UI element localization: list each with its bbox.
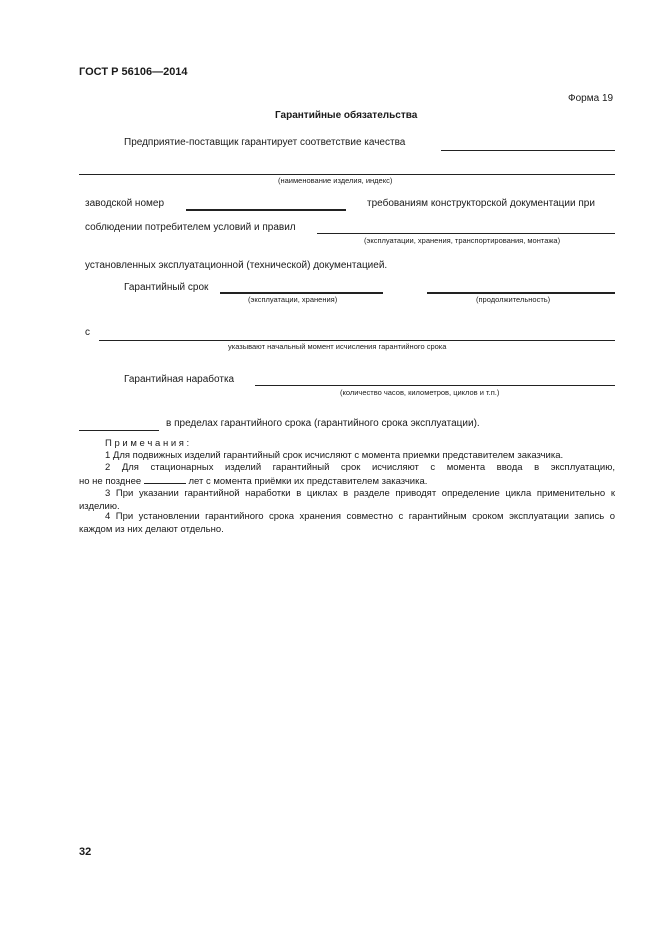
caption-duration: (продолжительность) — [476, 295, 551, 304]
caption-product: (наименование изделия, индекс) — [278, 176, 393, 185]
requirements-text: требованиям конструкторской документации при — [367, 198, 595, 209]
serial-label: заводской номер — [85, 198, 165, 209]
notes-heading-row — [79, 438, 615, 451]
blank-line-product[interactable] — [79, 174, 615, 175]
standard-code: ГОСТ Р 56106—2014 — [79, 66, 188, 78]
note-1 — [79, 450, 615, 463]
note-2a — [79, 462, 615, 475]
within-text: в пределах гарантийного срока (гарантийного срока эксплуатации). — [166, 418, 480, 429]
blank-line-duration[interactable] — [427, 292, 615, 294]
warranty-period-label: Гарантийный срок — [124, 282, 209, 293]
note-2a-text: 2 Для стационарных изделий гарантийный срок исчисляют с момента ввода в эксплуатацию, — [105, 462, 615, 473]
note-1-text: 1 Для подвижных изделий гарантийный срок исчисляют с момента приемки представителем заказчика. — [105, 450, 564, 461]
form-number: Форма 19 — [568, 93, 614, 104]
intro-text: Предприятие-поставщик гарантирует соответствие качества — [124, 137, 406, 148]
note-3-text: 3 При указании гарантийной наработки в циклах в разделе приводят определение цикла применительно к изделию. — [79, 488, 615, 512]
caption-conditions: (эксплуатации, хранения, транспортирования, монтажа) — [364, 236, 561, 245]
note-4-text: 4 При установлении гарантийного срока хранения совместно с гарантийным сроком эксплуатации запись о каждом из них делают отдельно. — [79, 511, 615, 535]
blank-line-conditions[interactable] — [317, 233, 615, 234]
note-2b-pre: но не позднее — [79, 476, 142, 487]
blank-line-period-type[interactable] — [220, 292, 383, 294]
operating-time-label: Гарантийная наработка — [124, 374, 235, 385]
notes-heading: П р и м е ч а н и я : — [105, 438, 190, 449]
page-number: 32 — [79, 846, 92, 858]
blank-line-serial[interactable] — [186, 209, 346, 211]
blank-line-operating-time[interactable] — [255, 385, 615, 386]
note-2b-post: лет с момента приёмки их представителем заказчика. — [188, 476, 428, 487]
note-4 — [79, 511, 615, 536]
blank-line-quality[interactable] — [441, 150, 615, 151]
caption-units: (количество часов, километров, циклов и т.п.) — [340, 388, 500, 397]
blank-line-within[interactable] — [79, 430, 159, 431]
caption-start: указывают начальный момент исчисления гарантийного срока — [228, 342, 447, 351]
note-3 — [79, 488, 615, 513]
from-label: с — [85, 327, 90, 338]
form-title: Гарантийные обязательства — [275, 110, 418, 121]
compliance-text: соблюдении потребителем условий и правил — [85, 222, 296, 233]
blank-line-start[interactable] — [99, 340, 615, 341]
established-text: установленных эксплуатационной (технической) документацией. — [85, 260, 388, 271]
blank-years[interactable] — [144, 474, 186, 484]
note-2b — [79, 474, 615, 489]
caption-period-type: (эксплуатации, хранения) — [248, 295, 338, 304]
